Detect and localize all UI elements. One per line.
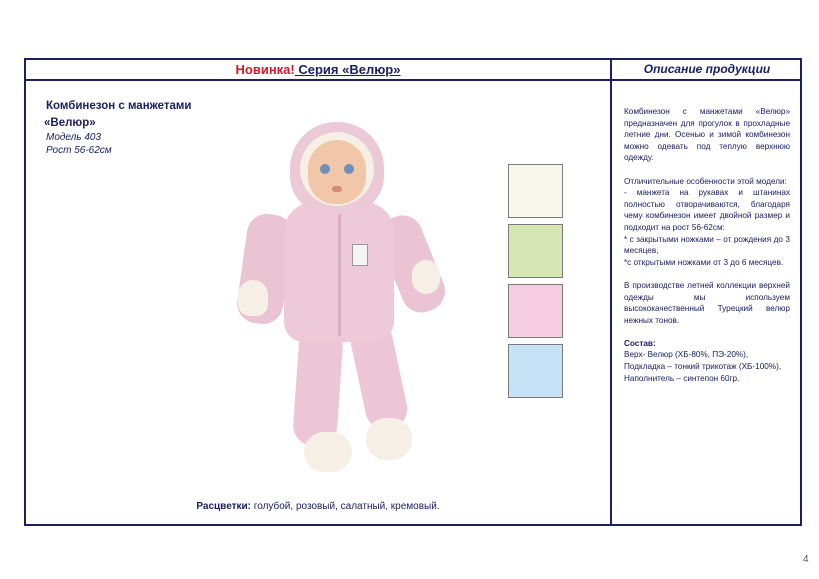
suit-left-leg bbox=[292, 325, 344, 448]
doll-mouth bbox=[332, 186, 342, 192]
composition-title: Состав: bbox=[624, 338, 656, 348]
description-production: В производстве летней коллекции верхней одежды мы используем высококачественный Турецкий велюр нежных тонов. bbox=[624, 280, 790, 325]
doll-face bbox=[308, 140, 366, 204]
page-number: 4 bbox=[803, 554, 809, 565]
product-name bbox=[44, 98, 244, 132]
feature-2: * с закрытыми ножками – от рождения до 3 месяцев, bbox=[624, 234, 790, 256]
series-label: Серия «Велюр» bbox=[294, 62, 401, 77]
colors-label: Расцветки: bbox=[196, 501, 252, 512]
description-intro: Комбинезон с манжетами «Велюр» предназначен для прогулок в прохладные летние дни. Осенью и зимой комбинезон можно одевать под теплую верхнюю одежду. bbox=[624, 107, 790, 163]
composition-2: Подкладка – тонкий трикотаж (ХБ-100%), bbox=[624, 362, 782, 372]
product-model: Модель 403 bbox=[46, 132, 102, 143]
feature-3: *с открытыми ножками от 3 до 6 месяцев. bbox=[624, 257, 784, 267]
composition-block bbox=[624, 338, 790, 384]
swatch-lime bbox=[508, 224, 563, 278]
suit-tag bbox=[352, 244, 368, 266]
suit-left-foot-cuff bbox=[304, 432, 352, 472]
series-title bbox=[26, 62, 610, 78]
column-divider bbox=[610, 60, 612, 524]
suit-left-cuff bbox=[238, 280, 268, 316]
product-meta bbox=[46, 131, 112, 157]
doll-right-eye bbox=[344, 164, 354, 174]
product-sheet-frame bbox=[24, 58, 802, 526]
features-title: Отличительные особенности этой модели: bbox=[624, 176, 787, 186]
colors-value: голубой, розовый, салатный, кремовый. bbox=[251, 501, 440, 512]
features-block bbox=[624, 176, 790, 269]
suit-right-foot-cuff bbox=[366, 418, 412, 460]
product-height: Рост 56-62см bbox=[46, 145, 112, 156]
swatch-pink bbox=[508, 284, 563, 338]
new-label: Новинка! bbox=[235, 62, 295, 77]
description-title: Описание продукции bbox=[643, 62, 771, 76]
swatch-blue bbox=[508, 344, 563, 398]
swatch-cream bbox=[508, 164, 563, 218]
product-photo bbox=[234, 122, 444, 478]
suit-zipper bbox=[338, 206, 341, 336]
composition-1: Верх- Велюр (ХБ-80%, ПЭ-20%), bbox=[624, 350, 749, 360]
description-text bbox=[624, 106, 790, 384]
composition-3: Наполнитель – синтепон 60гр. bbox=[624, 373, 740, 383]
product-name-line1: Комбинезон с манжетами bbox=[46, 100, 192, 112]
colors-line bbox=[26, 501, 610, 512]
product-name-line2: «Велюр» bbox=[44, 117, 96, 129]
suit-right-cuff bbox=[412, 260, 440, 294]
doll-left-eye bbox=[320, 164, 330, 174]
feature-1: - манжета на рукавах и штанинах полностью отворачиваются, благодаря чему комбинезон имеет двойной размер и подходит на рост 56-62см: bbox=[624, 188, 790, 232]
